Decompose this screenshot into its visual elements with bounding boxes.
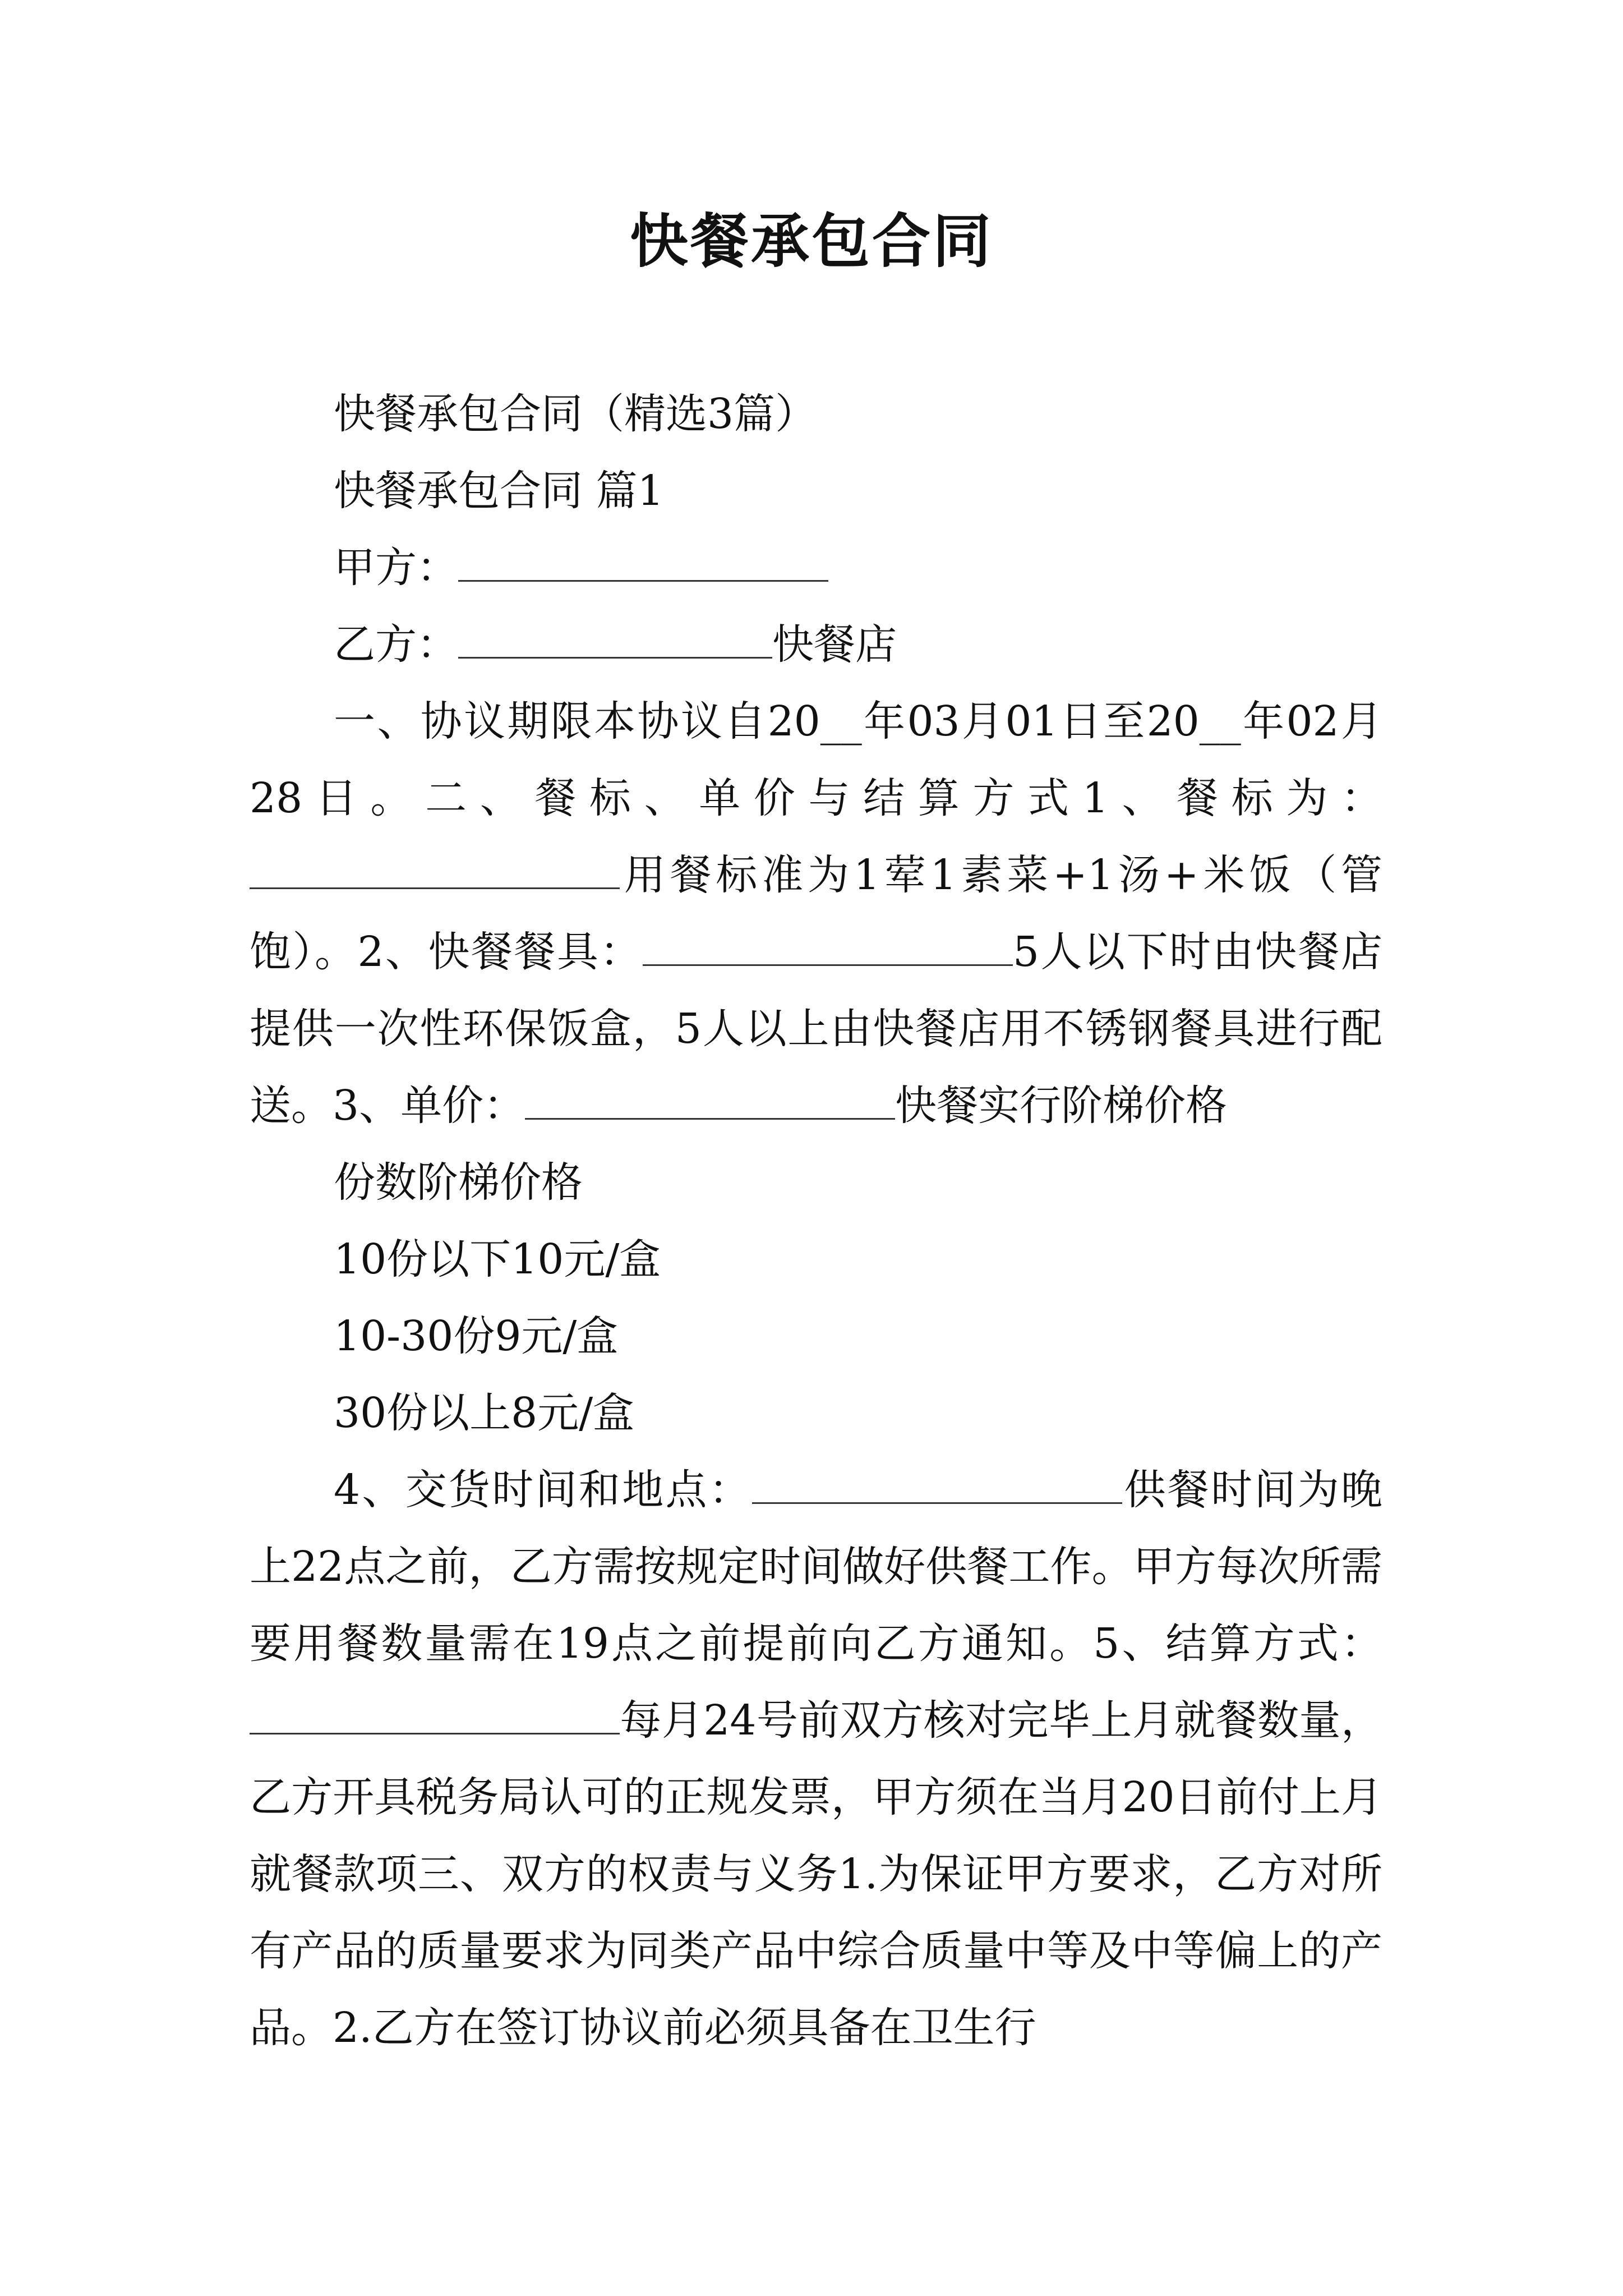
para1-text-c: 5人以下时由快餐店提供一次性环保饭盒，5人以上由快餐店用不锈钢餐具进行配送。3、单价： <box>250 928 1382 1130</box>
para2-text-c: 每月24号前双方核对完毕上月就餐数量，乙方开具税务局认可的正规发票，甲方须在当月20日前付上月就餐款项三、双方的权责与义务1.为保证甲方要求，乙方对所有产品的质量要求为同类产品中综合质量中等及中等偏上的产品。2.乙方在签订协议前必须具备在卫生行 <box>250 1696 1382 2052</box>
price-table-header: 份数阶梯价格 <box>334 1158 583 1207</box>
para2-text-b: 供餐时间为晚上22点之前，乙方需按规定时间做好供餐工作。甲方每次所需要用餐数量需在19点之前提前向乙方通知。5、结算方式： <box>250 1466 1382 1668</box>
party-a-label: 甲方： <box>334 544 458 592</box>
paragraph-delivery-and-settlement <box>250 1452 1382 2067</box>
party-b-label: 乙方： <box>334 620 458 669</box>
document-title: 快餐承包合同 <box>629 207 993 275</box>
delivery-blank <box>752 1467 1122 1504</box>
para1-text-b: 用餐标准为1荤1素菜+1汤+米饭（管饱）。2、快餐餐具： <box>250 851 1382 976</box>
paragraph-term-and-pricing <box>250 683 1382 1144</box>
party-b-suffix: 快餐店 <box>772 620 897 669</box>
para2-text-a: 4、交货时间和地点： <box>334 1466 753 1514</box>
document-body <box>250 376 1382 2067</box>
party-b-line <box>250 606 1382 683</box>
unit-price-blank <box>525 1083 895 1120</box>
price-table-row: 30份以上8元/盒 <box>334 1389 635 1437</box>
party-a-line <box>250 530 1382 606</box>
para1-text-a: 一、协议期限本协议自20__年03月01日至20__年02月28日。二、餐标、单价与结算方式1、餐标为： <box>250 697 1382 822</box>
settlement-blank <box>250 1698 620 1734</box>
para1-text-d: 快餐实行阶梯价格 <box>895 1082 1228 1130</box>
party-a-blank <box>458 545 828 582</box>
party-b-blank <box>458 622 772 659</box>
price-table-row: 10份以下10元/盒 <box>334 1235 661 1283</box>
section-heading: 快餐承包合同 篇1 <box>334 467 664 515</box>
price-table-row: 10-30份9元/盒 <box>334 1312 619 1360</box>
subtitle-line: 快餐承包合同（精选3篇） <box>334 390 817 438</box>
tableware-blank <box>643 930 1013 966</box>
meal-standard-blank <box>250 853 620 889</box>
